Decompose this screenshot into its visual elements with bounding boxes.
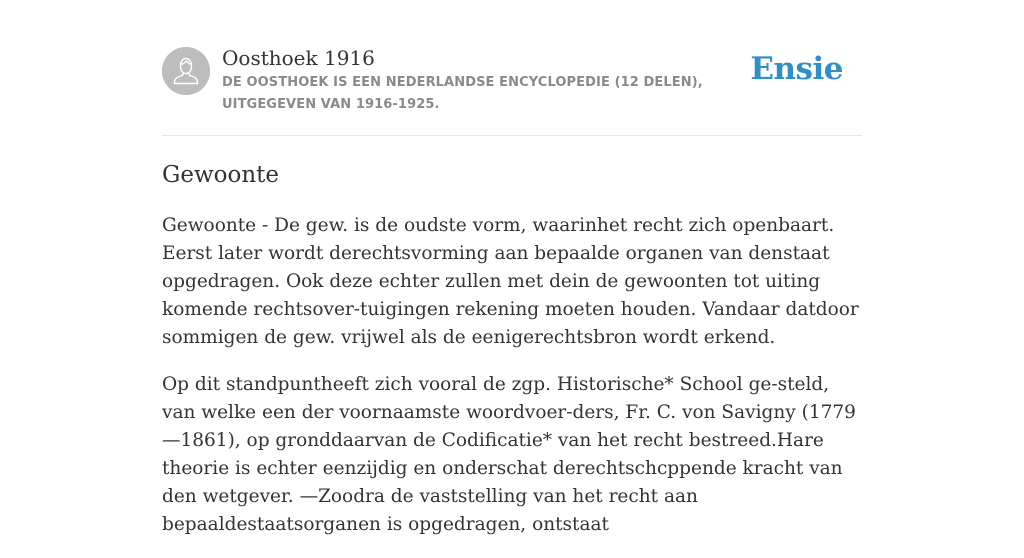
user-icon	[162, 47, 210, 95]
source-header	[162, 0, 862, 136]
source-title[interactable]: Oosthoek 1916	[222, 46, 375, 70]
avatar[interactable]	[162, 47, 210, 95]
entry-paragraph: Op dit standpuntheeft zich vooral de zgp. Historische* School ge-steld, van welke een der voornaamste woordvoer-ders, Fr. C. von Savigny (1779—1861), op gronddaarvan de Codificatie* van het recht bestreed.Hare theorie is echter eenzijdig en onderschat derechtschcppende kracht van den wetgever. —Zoodra de vaststelling van het recht aan bepaaldestaatsorganen is opgedragen, ontstaat	[162, 374, 856, 535]
ensie-logo[interactable]: Ensie	[750, 51, 843, 87]
entry-title: Gewoonte	[162, 162, 280, 188]
source-info	[222, 45, 757, 116]
entry-paragraph: Gewoonte - De gew. is de oudste vorm, waarinhet recht zich openbaart. Eerst later wordt derechtsvorming aan bepaalde organen van denstaat opgedragen. Ook deze echter zullen met dein de gewoonten tot uiting komende rechtsover-tuigingen rekening moeten houden. Vandaar datdoor sommigen de gew. vrijwel als de eenigerechtsbron wordt erkend.	[162, 215, 859, 348]
source-description: DE OOSTHOEK IS EEN NEDERLANDSE ENCYCLOPEDIE (12 DELEN), UITGEGEVEN VAN 1916-1925.	[222, 75, 703, 112]
article-container	[162, 0, 862, 535]
entry-content	[162, 212, 862, 558]
